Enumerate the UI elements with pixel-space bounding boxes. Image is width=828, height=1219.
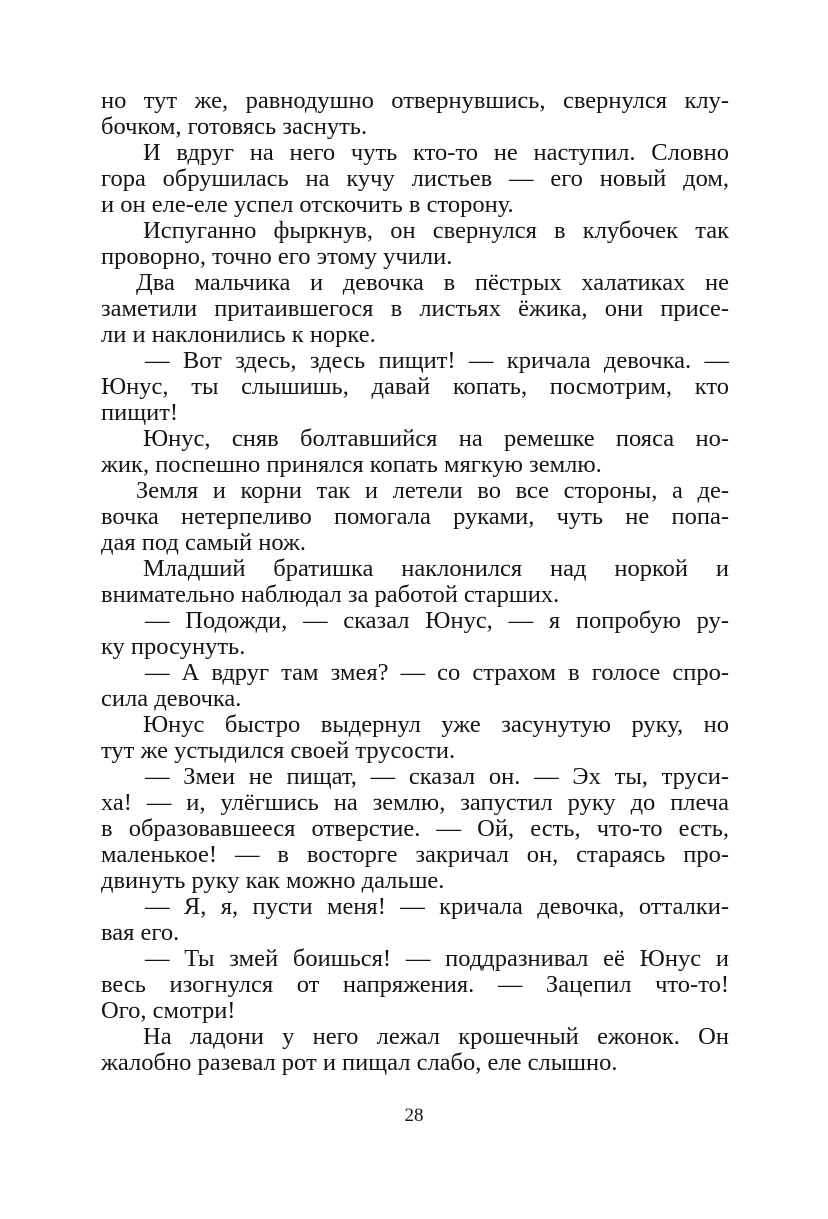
text-line: в образовавшееся отверстие. — Ой, есть, что-то есть,: [101, 815, 729, 842]
text-line: пищит!: [101, 399, 179, 426]
text-line: Младший братишка наклонился над норкой и: [143, 555, 729, 582]
text-line: дая под самый нож.: [101, 529, 307, 556]
text-line: ку просунуть.: [101, 633, 246, 660]
text-line: проворно, точно его этому учили.: [101, 243, 453, 270]
text-line: внимательно наблюдал за работой старших.: [101, 581, 560, 608]
text-line: вочка нетерпеливо помогала руками, чуть не попа-: [101, 503, 729, 530]
text-line: Юнус быстро выдернул уже засунутую руку, но: [143, 711, 729, 738]
text-line: — Ты змей боишься! — поддразнивал её Юнус и: [145, 945, 729, 972]
text-line: гора обрушилась на кучу листьев — его новый дом,: [101, 165, 729, 192]
text-line: — Подожди, — сказал Юнус, — я попробую ру-: [145, 607, 729, 634]
text-line: весь изогнулся от напряжения. — Зацепил что-то!: [101, 971, 729, 998]
text-line: — А вдруг там змея? — со страхом в голосе спро-: [145, 659, 729, 686]
text-line: — Я, я, пусти меня! — кричала девочка, отталки-: [145, 893, 729, 920]
text-line: Земля и корни так и летели во все стороны, а де-: [136, 477, 729, 504]
text-line: сила девочка.: [101, 685, 242, 712]
text-line: — Вот здесь, здесь пищит! — кричала девочка. —: [145, 347, 729, 374]
book-page-text: [101, 88, 729, 1076]
text-line: но тут же, равнодушно отвернувшись, свернулся клу-: [101, 87, 729, 114]
text-line: двинуть руку как можно дальше.: [101, 867, 445, 894]
text-line: ха! — и, улёгшись на землю, запустил руку до плеча: [101, 789, 729, 816]
text-line: ли и наклонились к норке.: [101, 321, 376, 348]
text-line: вая его.: [101, 919, 180, 946]
text-line: и он еле-еле успел отскочить в сторону.: [101, 191, 514, 218]
text-line: заметили притаившегося в листьях ёжика, они присе-: [101, 295, 729, 322]
text-line: жик, поспешно принялся копать мягкую землю.: [101, 451, 602, 478]
text-line: — Змеи не пищат, — сказал он. — Эх ты, труси-: [145, 763, 729, 790]
text-line: жалобно разевал рот и пищал слабо, еле слышно.: [101, 1049, 618, 1076]
text-line: Ого, смотри!: [101, 997, 236, 1024]
text-line: Испуганно фыркнув, он свернулся в клубочек так: [143, 217, 729, 244]
text-line: тут же устыдился своей трусости.: [101, 737, 456, 764]
text-line: маленькое! — в восторге закричал он, стараясь про-: [101, 841, 729, 868]
page-number: 28: [404, 1105, 424, 1126]
text-line: Юнус, ты слышишь, давай копать, посмотрим, кто: [101, 373, 729, 400]
text-line: На ладони у него лежал крошечный ежонок. Он: [143, 1023, 729, 1050]
text-line: бочком, готовясь заснуть.: [101, 113, 368, 140]
text-line: И вдруг на него чуть кто-то не наступил. Словно: [143, 139, 729, 166]
text-line: Юнус, сняв болтавшийся на ремешке пояса но-: [143, 425, 729, 452]
text-line: Два мальчика и девочка в пёстрых халатиках не: [136, 269, 729, 296]
